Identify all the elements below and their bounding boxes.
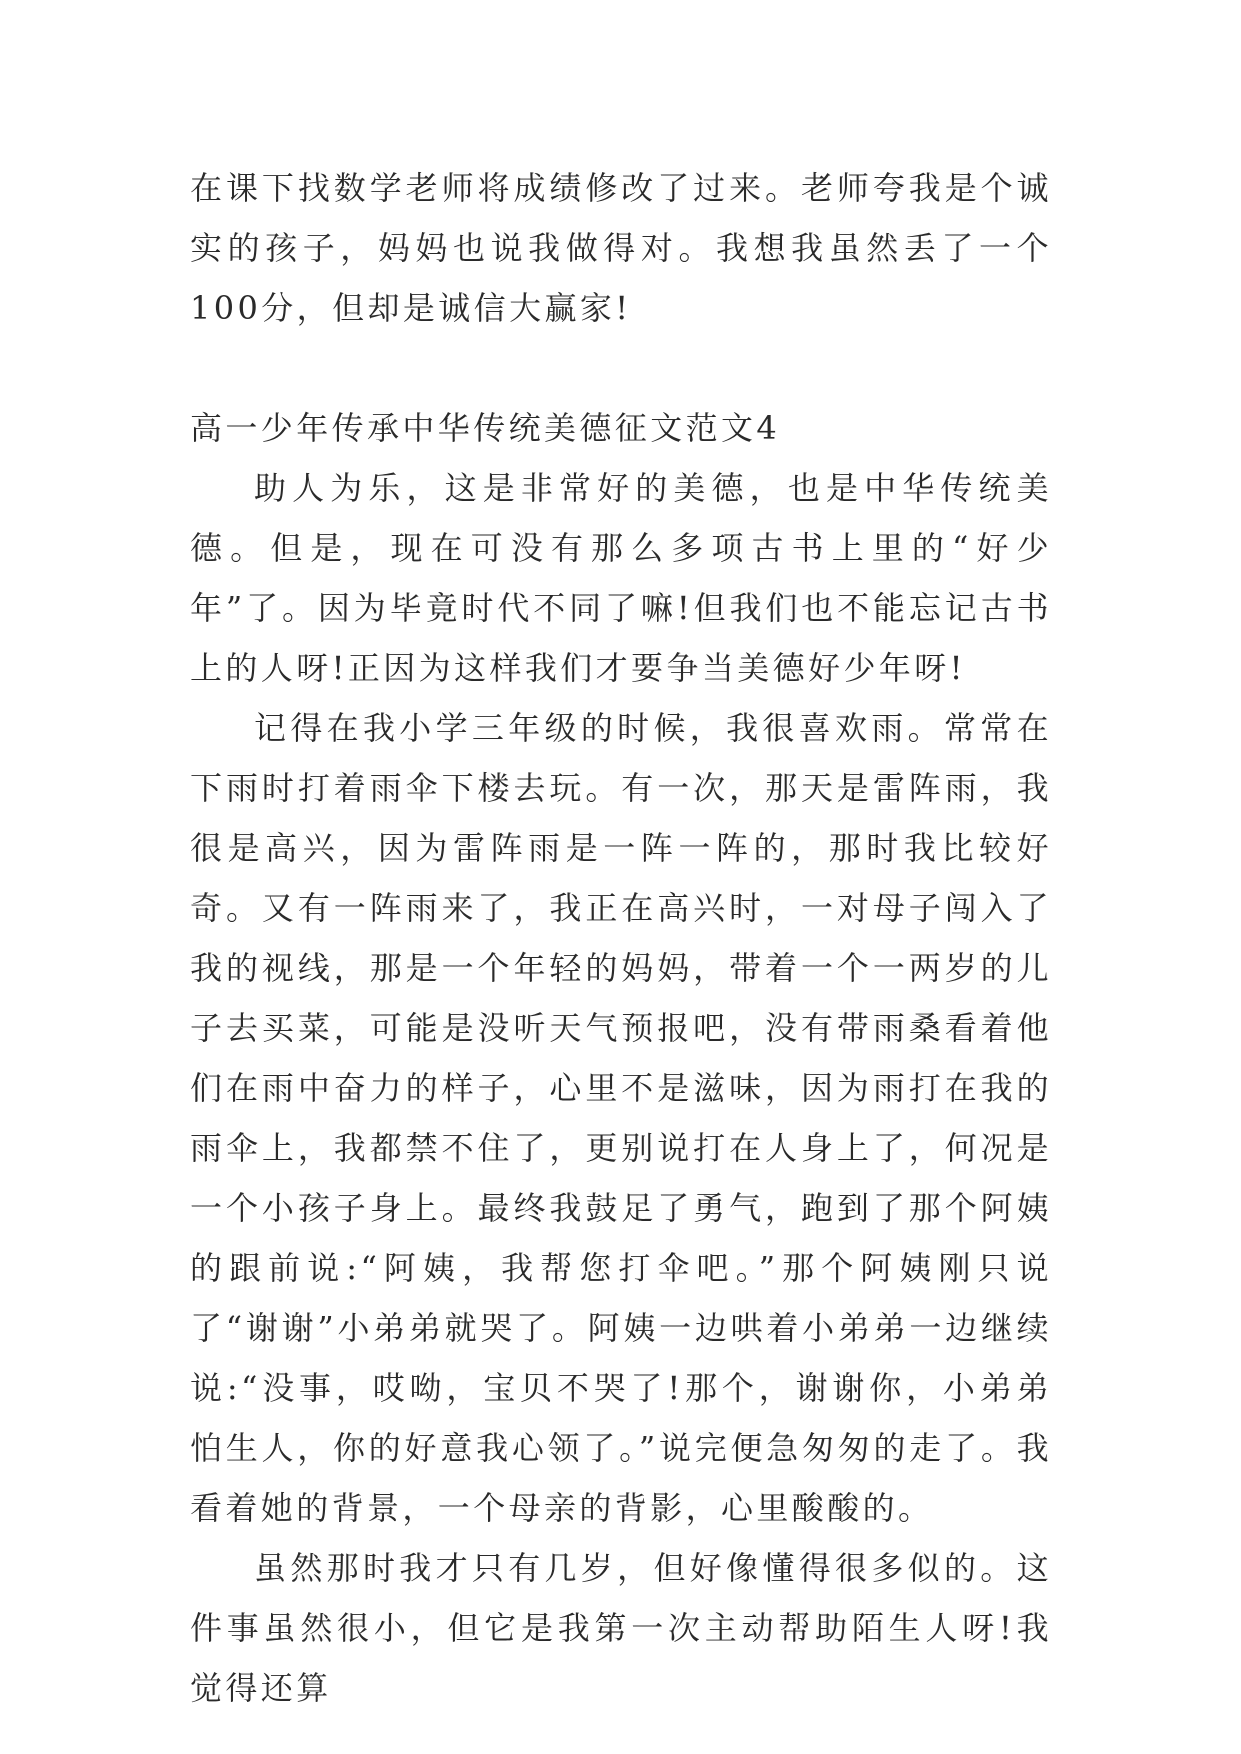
document-body: [190, 158, 1052, 1718]
body-paragraph: 虽然那时我才只有几岁，但好像懂得很多似的。这件事虽然很小，但它是我第一次主动帮助陌生人呀!我觉得还算: [190, 1549, 1052, 1707]
continued-paragraph: 在课下找数学老师将成绩修改了过来。老师夸我是个诚实的孩子，妈妈也说我做得对。我想我虽然丢了一个100分，但却是诚信大赢家!: [190, 169, 1052, 327]
body-paragraph: 记得在我小学三年级的时候，我很喜欢雨。常常在下雨时打着雨伞下楼去玩。有一次，那天是雷阵雨，我很是高兴，因为雷阵雨是一阵一阵的，那时我比较好奇。又有一阵雨来了，我正在高兴时，一对母子闯入了我的视线，那是一个年轻的妈妈，带着一个一两岁的儿子去买菜，可能是没听天气预报吧，没有带雨桑看着他们在雨中奋力的样子，心里不是滋味，因为雨打在我的雨伞上，我都禁不住了，更别说打在人身上了，何况是一个小孩子身上。最终我鼓足了勇气，跑到了那个阿姨的跟前说:“阿姨，我帮您打伞吧。”那个阿姨刚只说了“谢谢”小弟弟就哭了。阿姨一边哄着小弟弟一边继续说:“没事，哎呦，宝贝不哭了!那个，谢谢你，小弟弟怕生人，你的好意我心领了。”说完便急匆匆的走了。我看着她的背景，一个母亲的背影，心里酸酸的。: [190, 709, 1052, 1527]
body-paragraph: 助人为乐，这是非常好的美德，也是中华传统美德。但是，现在可没有那么多项古书上里的“好少年”了。因为毕竟时代不同了嘛!但我们也不能忘记古书上的人呀!正因为这样我们才要争当美德好少年呀!: [190, 469, 1052, 687]
section-title: 高一少年传承中华传统美德征文范文4: [190, 409, 781, 447]
paragraph-gap: [190, 338, 1052, 398]
